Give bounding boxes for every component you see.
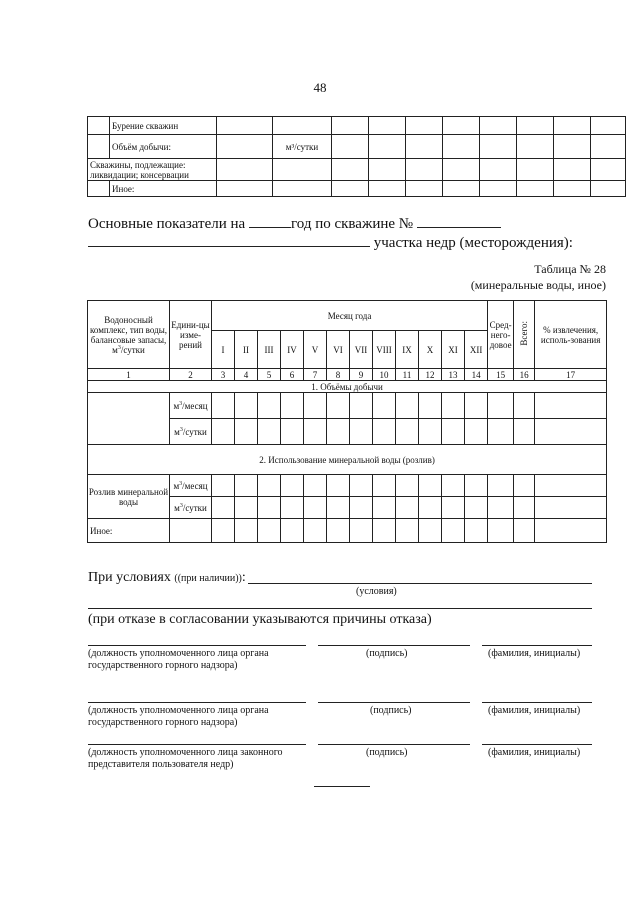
main-table: [87, 300, 607, 543]
col-number: 3: [212, 369, 235, 381]
table-subtitle: (минеральные воды, иное): [470, 278, 606, 292]
top-row-other: [88, 181, 626, 197]
top-table: [87, 116, 626, 197]
heading-line-2: [88, 235, 573, 252]
name-line-1[interactable]: [482, 645, 592, 646]
sign-line-1[interactable]: [318, 645, 470, 646]
header-row-1: [88, 301, 607, 331]
header-unit: Едини-цы изме-рений: [170, 301, 212, 369]
month-cell: XI: [442, 331, 465, 369]
other-row: [88, 519, 607, 543]
position-line-2[interactable]: [88, 702, 306, 703]
conditions-line: При условиях ((при наличии)):: [88, 570, 246, 585]
conditions-blank-2[interactable]: [88, 608, 592, 609]
row-label: Объём добычи:: [110, 135, 217, 159]
name-line-2[interactable]: [482, 702, 592, 703]
top-row-production: [88, 135, 626, 159]
production-month-row: [88, 393, 607, 419]
col-number: 9: [350, 369, 373, 381]
site-name-blank[interactable]: [88, 246, 370, 247]
section-1-title: 1. Объёмы добычи: [88, 381, 607, 393]
heading-line-1: [88, 216, 501, 233]
refusal-note: (при отказе в согласовании указываются причины отказа): [88, 612, 432, 627]
well-number-blank[interactable]: [417, 227, 501, 228]
unit-day: $м^3$/сутки: [170, 419, 212, 445]
top-row-drilling: [88, 117, 626, 135]
month-cell: I: [212, 331, 235, 369]
header-total: [514, 301, 535, 369]
month-cell: VI: [327, 331, 350, 369]
col-number: 5: [258, 369, 281, 381]
month-cell: X: [419, 331, 442, 369]
sign-line-3[interactable]: [318, 744, 470, 745]
conditions-prefix: При условиях: [88, 570, 171, 585]
col-number: 15: [488, 369, 514, 381]
signature-sign-1: (подпись): [366, 648, 408, 659]
position-line-1[interactable]: [88, 645, 306, 646]
header-total-text: Всего:: [519, 321, 530, 346]
col-number: 12: [419, 369, 442, 381]
top-row-wells: [88, 159, 626, 181]
unit-month: $м^3$/месяц: [170, 393, 212, 419]
signature-name-3: (фамилия, инициалы): [488, 747, 581, 758]
col-number: 8: [327, 369, 350, 381]
unit-day: $м^3$/сутки: [170, 497, 212, 519]
footer-rule: [314, 786, 370, 787]
table-number: Таблица № 28: [534, 262, 606, 276]
section-2-title: 2. Использование минеральной воды (розлив): [88, 445, 607, 475]
row-label: Иное:: [110, 181, 217, 197]
row-label: Скважины, подлежащие: ликвидации; консервации: [88, 159, 217, 181]
bottling-month-row: [88, 475, 607, 497]
signature-position-1: (должность уполномоченного лица органа государственного горного надзора): [88, 648, 269, 671]
header-complex: Водоносный комплекс, тип воды, балансовые запасы, $м^3$/сутки: [88, 301, 170, 369]
month-cell: IV: [281, 331, 304, 369]
col-number: 10: [373, 369, 396, 381]
month-cell: VII: [350, 331, 373, 369]
month-cell: IX: [396, 331, 419, 369]
header-avg: Сред-него-довое: [488, 301, 514, 369]
header-month: Месяц года: [212, 301, 488, 331]
col-number: 6: [281, 369, 304, 381]
month-cell: V: [304, 331, 327, 369]
conditions-blank[interactable]: [248, 583, 592, 584]
month-cell: XII: [465, 331, 488, 369]
sign-line-2[interactable]: [318, 702, 470, 703]
bottling-label: Розлив минеральной воды: [88, 475, 170, 519]
heading-mid: год по скважине №: [290, 216, 414, 232]
conditions-caption: (условия): [356, 586, 397, 597]
heading-prefix: Основные показатели на: [88, 216, 246, 232]
col-number: 11: [396, 369, 419, 381]
row-label: Бурение скважин: [110, 117, 217, 135]
signature-sign-2: (подпись): [370, 705, 412, 716]
name-line-3[interactable]: [482, 744, 592, 745]
month-cell: III: [258, 331, 281, 369]
col-number: 16: [514, 369, 535, 381]
signature-sign-3: (подпись): [366, 747, 408, 758]
month-cell: II: [235, 331, 258, 369]
month-cell: VIII: [373, 331, 396, 369]
col-number: 17: [535, 369, 607, 381]
col-number: 7: [304, 369, 327, 381]
col-number: 4: [235, 369, 258, 381]
signature-name-2: (фамилия, инициалы): [488, 705, 581, 716]
row-unit: м³/сутки: [273, 135, 332, 159]
section-1-row: [88, 381, 607, 393]
col-number: 13: [442, 369, 465, 381]
col-number: 2: [170, 369, 212, 381]
other-label: Иное:: [88, 519, 170, 543]
heading-suffix: участка недр (месторождения):: [373, 235, 573, 251]
section-2-row: [88, 445, 607, 475]
signature-position-3: (должность уполномоченного лица законного представителя пользователя недр): [88, 747, 283, 770]
col-number: 14: [465, 369, 488, 381]
year-blank[interactable]: [249, 227, 291, 228]
col-number: 1: [88, 369, 170, 381]
column-numbers-row: [88, 369, 607, 381]
header-pct: % извлечения, исполь-зования: [535, 301, 607, 369]
signature-name-1: (фамилия, инициалы): [488, 648, 581, 659]
page-number: 48: [313, 80, 327, 95]
conditions-prefix-small: (при наличии): [177, 573, 239, 584]
signature-position-2: (должность уполномоченного лица органа государственного горного надзора): [88, 705, 269, 728]
position-line-3[interactable]: [88, 744, 306, 745]
unit-month: $м^3$/месяц: [170, 475, 212, 497]
